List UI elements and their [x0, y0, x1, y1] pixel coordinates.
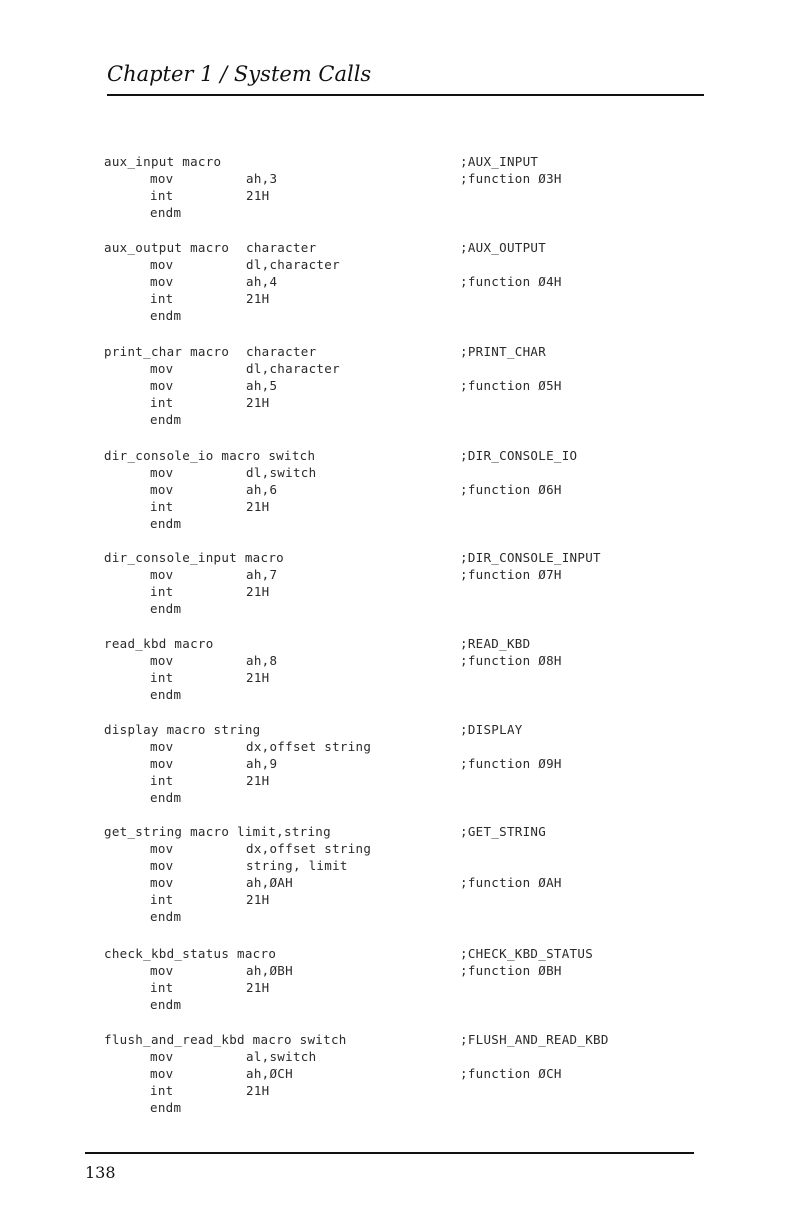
code-op: endm — [150, 601, 182, 616]
code-line — [0, 240, 807, 257]
code-args: al,switch — [246, 1049, 317, 1064]
macro-block — [0, 636, 807, 704]
macro-block — [0, 946, 807, 1014]
code-comment: ;function ØCH — [460, 1066, 562, 1081]
code-line — [0, 378, 807, 395]
code-comment: ;CHECK_KBD_STATUS — [460, 946, 594, 961]
code-comment: ;function Ø6H — [460, 482, 562, 497]
code-args: ah,3 — [246, 171, 278, 186]
code-args: dl,switch — [246, 465, 317, 480]
code-line — [0, 841, 807, 858]
code-args: ah,5 — [246, 378, 278, 393]
code-op: int — [150, 188, 174, 203]
code-op: mov — [150, 858, 174, 873]
header-rule — [107, 94, 704, 96]
code-op: mov — [150, 274, 174, 289]
code-args: 21H — [246, 395, 270, 410]
code-op: int — [150, 670, 174, 685]
code-line — [0, 636, 807, 653]
code-op: int — [150, 773, 174, 788]
page-number: 138 — [85, 1163, 116, 1182]
code-op: endm — [150, 516, 182, 531]
code-op: int — [150, 584, 174, 599]
code-label: display macro string — [104, 722, 261, 737]
code-args: character — [246, 344, 317, 359]
code-op: mov — [150, 257, 174, 272]
code-line — [0, 1083, 807, 1100]
code-comment: ;function Ø3H — [460, 171, 562, 186]
code-line — [0, 946, 807, 963]
macro-block — [0, 1032, 807, 1117]
code-line — [0, 550, 807, 567]
code-line — [0, 188, 807, 205]
code-args: dl,character — [246, 361, 340, 376]
code-label: read_kbd macro — [104, 636, 214, 651]
code-line — [0, 395, 807, 412]
code-line — [0, 516, 807, 533]
code-line — [0, 257, 807, 274]
code-line — [0, 171, 807, 188]
code-comment: ;function ØBH — [460, 963, 562, 978]
code-line — [0, 756, 807, 773]
code-args: ah,ØCH — [246, 1066, 293, 1081]
code-op: mov — [150, 875, 174, 890]
code-line — [0, 722, 807, 739]
code-line — [0, 291, 807, 308]
macro-block — [0, 824, 807, 926]
code-line — [0, 773, 807, 790]
code-line — [0, 858, 807, 875]
code-label: aux_output macro — [104, 240, 230, 255]
code-line — [0, 361, 807, 378]
code-comment: ;FLUSH_AND_READ_KBD — [460, 1032, 609, 1047]
code-label: flush_and_read_kbd macro switch — [104, 1032, 347, 1047]
code-line — [0, 154, 807, 171]
code-args: 21H — [246, 499, 270, 514]
code-label: print_char macro — [104, 344, 230, 359]
code-line — [0, 824, 807, 841]
code-op: mov — [150, 1066, 174, 1081]
code-args: ah,6 — [246, 482, 278, 497]
macro-block — [0, 550, 807, 618]
code-args: 21H — [246, 188, 270, 203]
code-op: mov — [150, 653, 174, 668]
code-op: mov — [150, 739, 174, 754]
code-comment: ;function Ø4H — [460, 274, 562, 289]
code-args: ah,9 — [246, 756, 278, 771]
macro-block — [0, 722, 807, 807]
code-args: 21H — [246, 892, 270, 907]
code-comment: ;function Ø8H — [460, 653, 562, 668]
code-op: mov — [150, 567, 174, 582]
code-line — [0, 909, 807, 926]
code-args: 21H — [246, 670, 270, 685]
code-line — [0, 567, 807, 584]
code-op: int — [150, 980, 174, 995]
code-op: int — [150, 892, 174, 907]
code-comment: ;DIR_CONSOLE_INPUT — [460, 550, 601, 565]
macro-block — [0, 240, 807, 325]
code-op: endm — [150, 687, 182, 702]
code-line — [0, 1049, 807, 1066]
code-args: ah,ØBH — [246, 963, 293, 978]
code-comment: ;function Ø5H — [460, 378, 562, 393]
code-args: ah,7 — [246, 567, 278, 582]
code-line — [0, 980, 807, 997]
code-line — [0, 790, 807, 807]
code-line — [0, 482, 807, 499]
code-comment: ;function Ø9H — [460, 756, 562, 771]
macro-block — [0, 154, 807, 222]
code-args: 21H — [246, 773, 270, 788]
code-op: mov — [150, 378, 174, 393]
macro-block — [0, 448, 807, 533]
code-op: mov — [150, 841, 174, 856]
code-args: dl,character — [246, 257, 340, 272]
code-op: mov — [150, 1049, 174, 1064]
code-comment: ;AUX_OUTPUT — [460, 240, 547, 255]
code-line — [0, 1032, 807, 1049]
code-op: int — [150, 1083, 174, 1098]
code-comment: ;GET_STRING — [460, 824, 547, 839]
code-comment: ;function ØAH — [460, 875, 562, 890]
code-comment: ;PRINT_CHAR — [460, 344, 547, 359]
code-op: int — [150, 395, 174, 410]
code-op: mov — [150, 465, 174, 480]
macro-block — [0, 344, 807, 429]
code-line — [0, 892, 807, 909]
code-comment: ;function Ø7H — [460, 567, 562, 582]
page-title: Chapter 1 / System Calls — [107, 62, 372, 86]
code-line — [0, 344, 807, 361]
code-comment: ;AUX_INPUT — [460, 154, 539, 169]
code-line — [0, 448, 807, 465]
code-line — [0, 670, 807, 687]
code-line — [0, 963, 807, 980]
code-line — [0, 1066, 807, 1083]
code-args: ah,8 — [246, 653, 278, 668]
code-args: ah,ØAH — [246, 875, 293, 890]
code-args: character — [246, 240, 317, 255]
code-args: ah,4 — [246, 274, 278, 289]
code-op: endm — [150, 308, 182, 323]
code-op: mov — [150, 756, 174, 771]
code-line — [0, 1100, 807, 1117]
code-args: 21H — [246, 584, 270, 599]
code-label: check_kbd_status macro — [104, 946, 277, 961]
code-line — [0, 601, 807, 618]
footer-rule — [85, 1152, 694, 1154]
code-op: endm — [150, 205, 182, 220]
code-line — [0, 499, 807, 516]
code-label: aux_input macro — [104, 154, 222, 169]
code-comment: ;DIR_CONSOLE_IO — [460, 448, 578, 463]
code-line — [0, 274, 807, 291]
code-args: 21H — [246, 291, 270, 306]
code-line — [0, 412, 807, 429]
code-op: mov — [150, 963, 174, 978]
code-op: endm — [150, 790, 182, 805]
code-op: int — [150, 291, 174, 306]
code-line — [0, 205, 807, 222]
code-op: endm — [150, 909, 182, 924]
code-line — [0, 465, 807, 482]
code-label: dir_console_input macro — [104, 550, 284, 565]
code-op: endm — [150, 412, 182, 427]
code-args: dx,offset string — [246, 739, 372, 754]
code-line — [0, 653, 807, 670]
code-op: endm — [150, 997, 182, 1012]
code-line — [0, 739, 807, 756]
code-op: endm — [150, 1100, 182, 1115]
code-op: mov — [150, 482, 174, 497]
code-line — [0, 875, 807, 892]
code-comment: ;READ_KBD — [460, 636, 531, 651]
code-args: dx,offset string — [246, 841, 372, 856]
code-line — [0, 308, 807, 325]
code-comment: ;DISPLAY — [460, 722, 523, 737]
code-args: 21H — [246, 980, 270, 995]
code-line — [0, 687, 807, 704]
code-line — [0, 584, 807, 601]
code-label: dir_console_io macro switch — [104, 448, 316, 463]
code-op: int — [150, 499, 174, 514]
code-args: 21H — [246, 1083, 270, 1098]
code-label: get_string macro limit,string — [104, 824, 331, 839]
code-op: mov — [150, 171, 174, 186]
code-op: mov — [150, 361, 174, 376]
code-line — [0, 997, 807, 1014]
code-args: string, limit — [246, 858, 348, 873]
